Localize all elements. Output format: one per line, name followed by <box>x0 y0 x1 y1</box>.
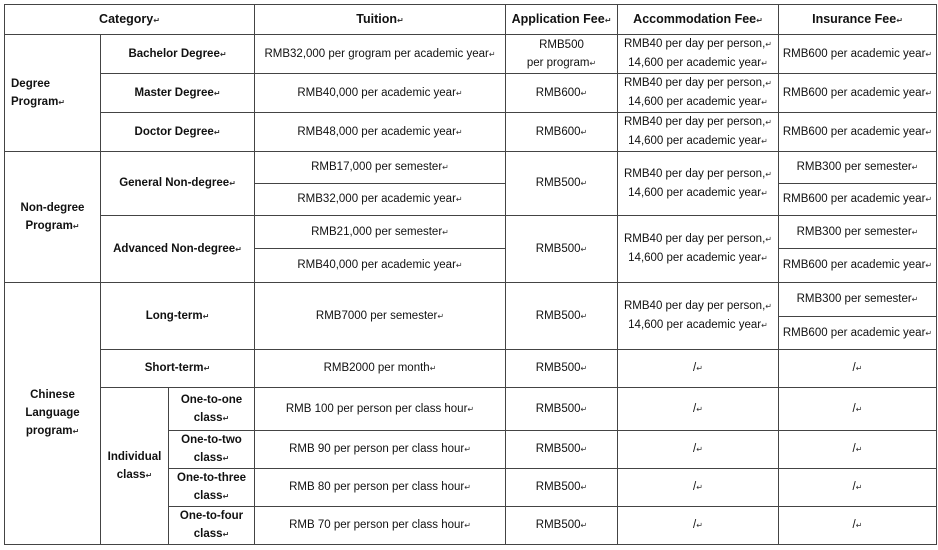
master-degree-label: Master Degree↵ <box>101 74 255 113</box>
long-term-application-fee: RMB500↵ <box>506 283 618 350</box>
bachelor-accommodation-fee: RMB40 per day per person,↵ 14,600 per academic year↵ <box>618 35 779 74</box>
advanced-nondegree-label: Advanced Non-degree↵ <box>101 216 255 283</box>
table-row <box>5 388 937 431</box>
header-application-fee: Application Fee↵ <box>506 5 618 35</box>
general-nondegree-label: General Non-degree↵ <box>101 152 255 216</box>
doctor-degree-label: Doctor Degree↵ <box>101 113 255 152</box>
table-row <box>5 350 937 388</box>
master-insurance-fee: RMB600 per academic year↵ <box>779 74 937 113</box>
table-row <box>5 216 937 249</box>
long-term-insurance-semester: RMB300 per semester↵ <box>779 283 937 317</box>
nondegree-program-label: Non-degree Program↵ <box>5 152 101 283</box>
master-accommodation-fee: RMB40 per day per person,↵ 14,600 per academic year↵ <box>618 74 779 113</box>
header-insurance-fee: Insurance Fee↵ <box>779 5 937 35</box>
master-tuition: RMB40,000 per academic year↵ <box>255 74 506 113</box>
long-term-insurance-year: RMB600 per academic year↵ <box>779 317 937 350</box>
one-to-one-application-fee: RMB500↵ <box>506 388 618 431</box>
fee-table <box>4 4 937 545</box>
bachelor-degree-label: Bachelor Degree↵ <box>101 35 255 74</box>
header-row <box>5 5 937 35</box>
one-to-three-class-label: One-to-three class↵ <box>169 469 255 507</box>
table-row <box>5 74 937 113</box>
one-to-four-insurance-fee: /↵ <box>779 507 937 545</box>
table-row <box>5 35 937 74</box>
advanced-accommodation-fee: RMB40 per day per person,↵ 14,600 per academic year↵ <box>618 216 779 283</box>
bachelor-tuition: RMB32,000 per grogram per academic year↵ <box>255 35 506 74</box>
one-to-four-application-fee: RMB500↵ <box>506 507 618 545</box>
advanced-tuition-semester: RMB21,000 per semester↵ <box>255 216 506 249</box>
doctor-application-fee: RMB600↵ <box>506 113 618 152</box>
header-accommodation-fee: Accommodation Fee↵ <box>618 5 779 35</box>
long-term-tuition: RMB7000 per semester↵ <box>255 283 506 350</box>
doctor-accommodation-fee: RMB40 per day per person,↵ 14,600 per academic year↵ <box>618 113 779 152</box>
one-to-one-tuition: RMB 100 per person per class hour↵ <box>255 388 506 431</box>
one-to-three-accommodation-fee: /↵ <box>618 469 779 507</box>
short-term-insurance-fee: /↵ <box>779 350 937 388</box>
general-accommodation-fee: RMB40 per day per person,↵ 14,600 per academic year↵ <box>618 152 779 216</box>
one-to-two-class-label: One-to-two class↵ <box>169 431 255 469</box>
short-term-accommodation-fee: /↵ <box>618 350 779 388</box>
one-to-two-application-fee: RMB500↵ <box>506 431 618 469</box>
master-application-fee: RMB600↵ <box>506 74 618 113</box>
advanced-insurance-year: RMB600 per academic year↵ <box>779 249 937 283</box>
general-tuition-year: RMB32,000 per academic year↵ <box>255 184 506 216</box>
degree-program-label: Degree Program↵ <box>5 35 101 152</box>
table-row <box>5 283 937 317</box>
general-insurance-year: RMB600 per academic year↵ <box>779 184 937 216</box>
table-row <box>5 152 937 184</box>
bachelor-application-fee: RMB500 per program↵ <box>506 35 618 74</box>
one-to-four-class-label: One-to-four class↵ <box>169 507 255 545</box>
short-term-label: Short-term↵ <box>101 350 255 388</box>
bachelor-insurance-fee: RMB600 per academic year↵ <box>779 35 937 74</box>
one-to-three-application-fee: RMB500↵ <box>506 469 618 507</box>
short-term-application-fee: RMB500↵ <box>506 350 618 388</box>
advanced-application-fee: RMB500↵ <box>506 216 618 283</box>
header-tuition: Tuition↵ <box>255 5 506 35</box>
general-application-fee: RMB500↵ <box>506 152 618 216</box>
table-row <box>5 113 937 152</box>
one-to-one-class-label: One-to-one class↵ <box>169 388 255 431</box>
advanced-tuition-year: RMB40,000 per academic year↵ <box>255 249 506 283</box>
one-to-four-tuition: RMB 70 per person per class hour↵ <box>255 507 506 545</box>
advanced-insurance-semester: RMB300 per semester↵ <box>779 216 937 249</box>
one-to-one-accommodation-fee: /↵ <box>618 388 779 431</box>
header-category: Category↵ <box>5 5 255 35</box>
general-tuition-semester: RMB17,000 per semester↵ <box>255 152 506 184</box>
chinese-language-program-label: Chinese Language program↵ <box>5 283 101 545</box>
one-to-two-tuition: RMB 90 per person per class hour↵ <box>255 431 506 469</box>
one-to-two-insurance-fee: /↵ <box>779 431 937 469</box>
one-to-two-accommodation-fee: /↵ <box>618 431 779 469</box>
doctor-tuition: RMB48,000 per academic year↵ <box>255 113 506 152</box>
short-term-tuition: RMB2000 per month↵ <box>255 350 506 388</box>
long-term-accommodation-fee: RMB40 per day per person,↵ 14,600 per academic year↵ <box>618 283 779 350</box>
doctor-insurance-fee: RMB600 per academic year↵ <box>779 113 937 152</box>
one-to-three-tuition: RMB 80 per person per class hour↵ <box>255 469 506 507</box>
one-to-three-insurance-fee: /↵ <box>779 469 937 507</box>
one-to-one-insurance-fee: /↵ <box>779 388 937 431</box>
individual-class-label: Individual class↵ <box>101 388 169 545</box>
general-insurance-semester: RMB300 per semester↵ <box>779 152 937 184</box>
one-to-four-accommodation-fee: /↵ <box>618 507 779 545</box>
long-term-label: Long-term↵ <box>101 283 255 350</box>
